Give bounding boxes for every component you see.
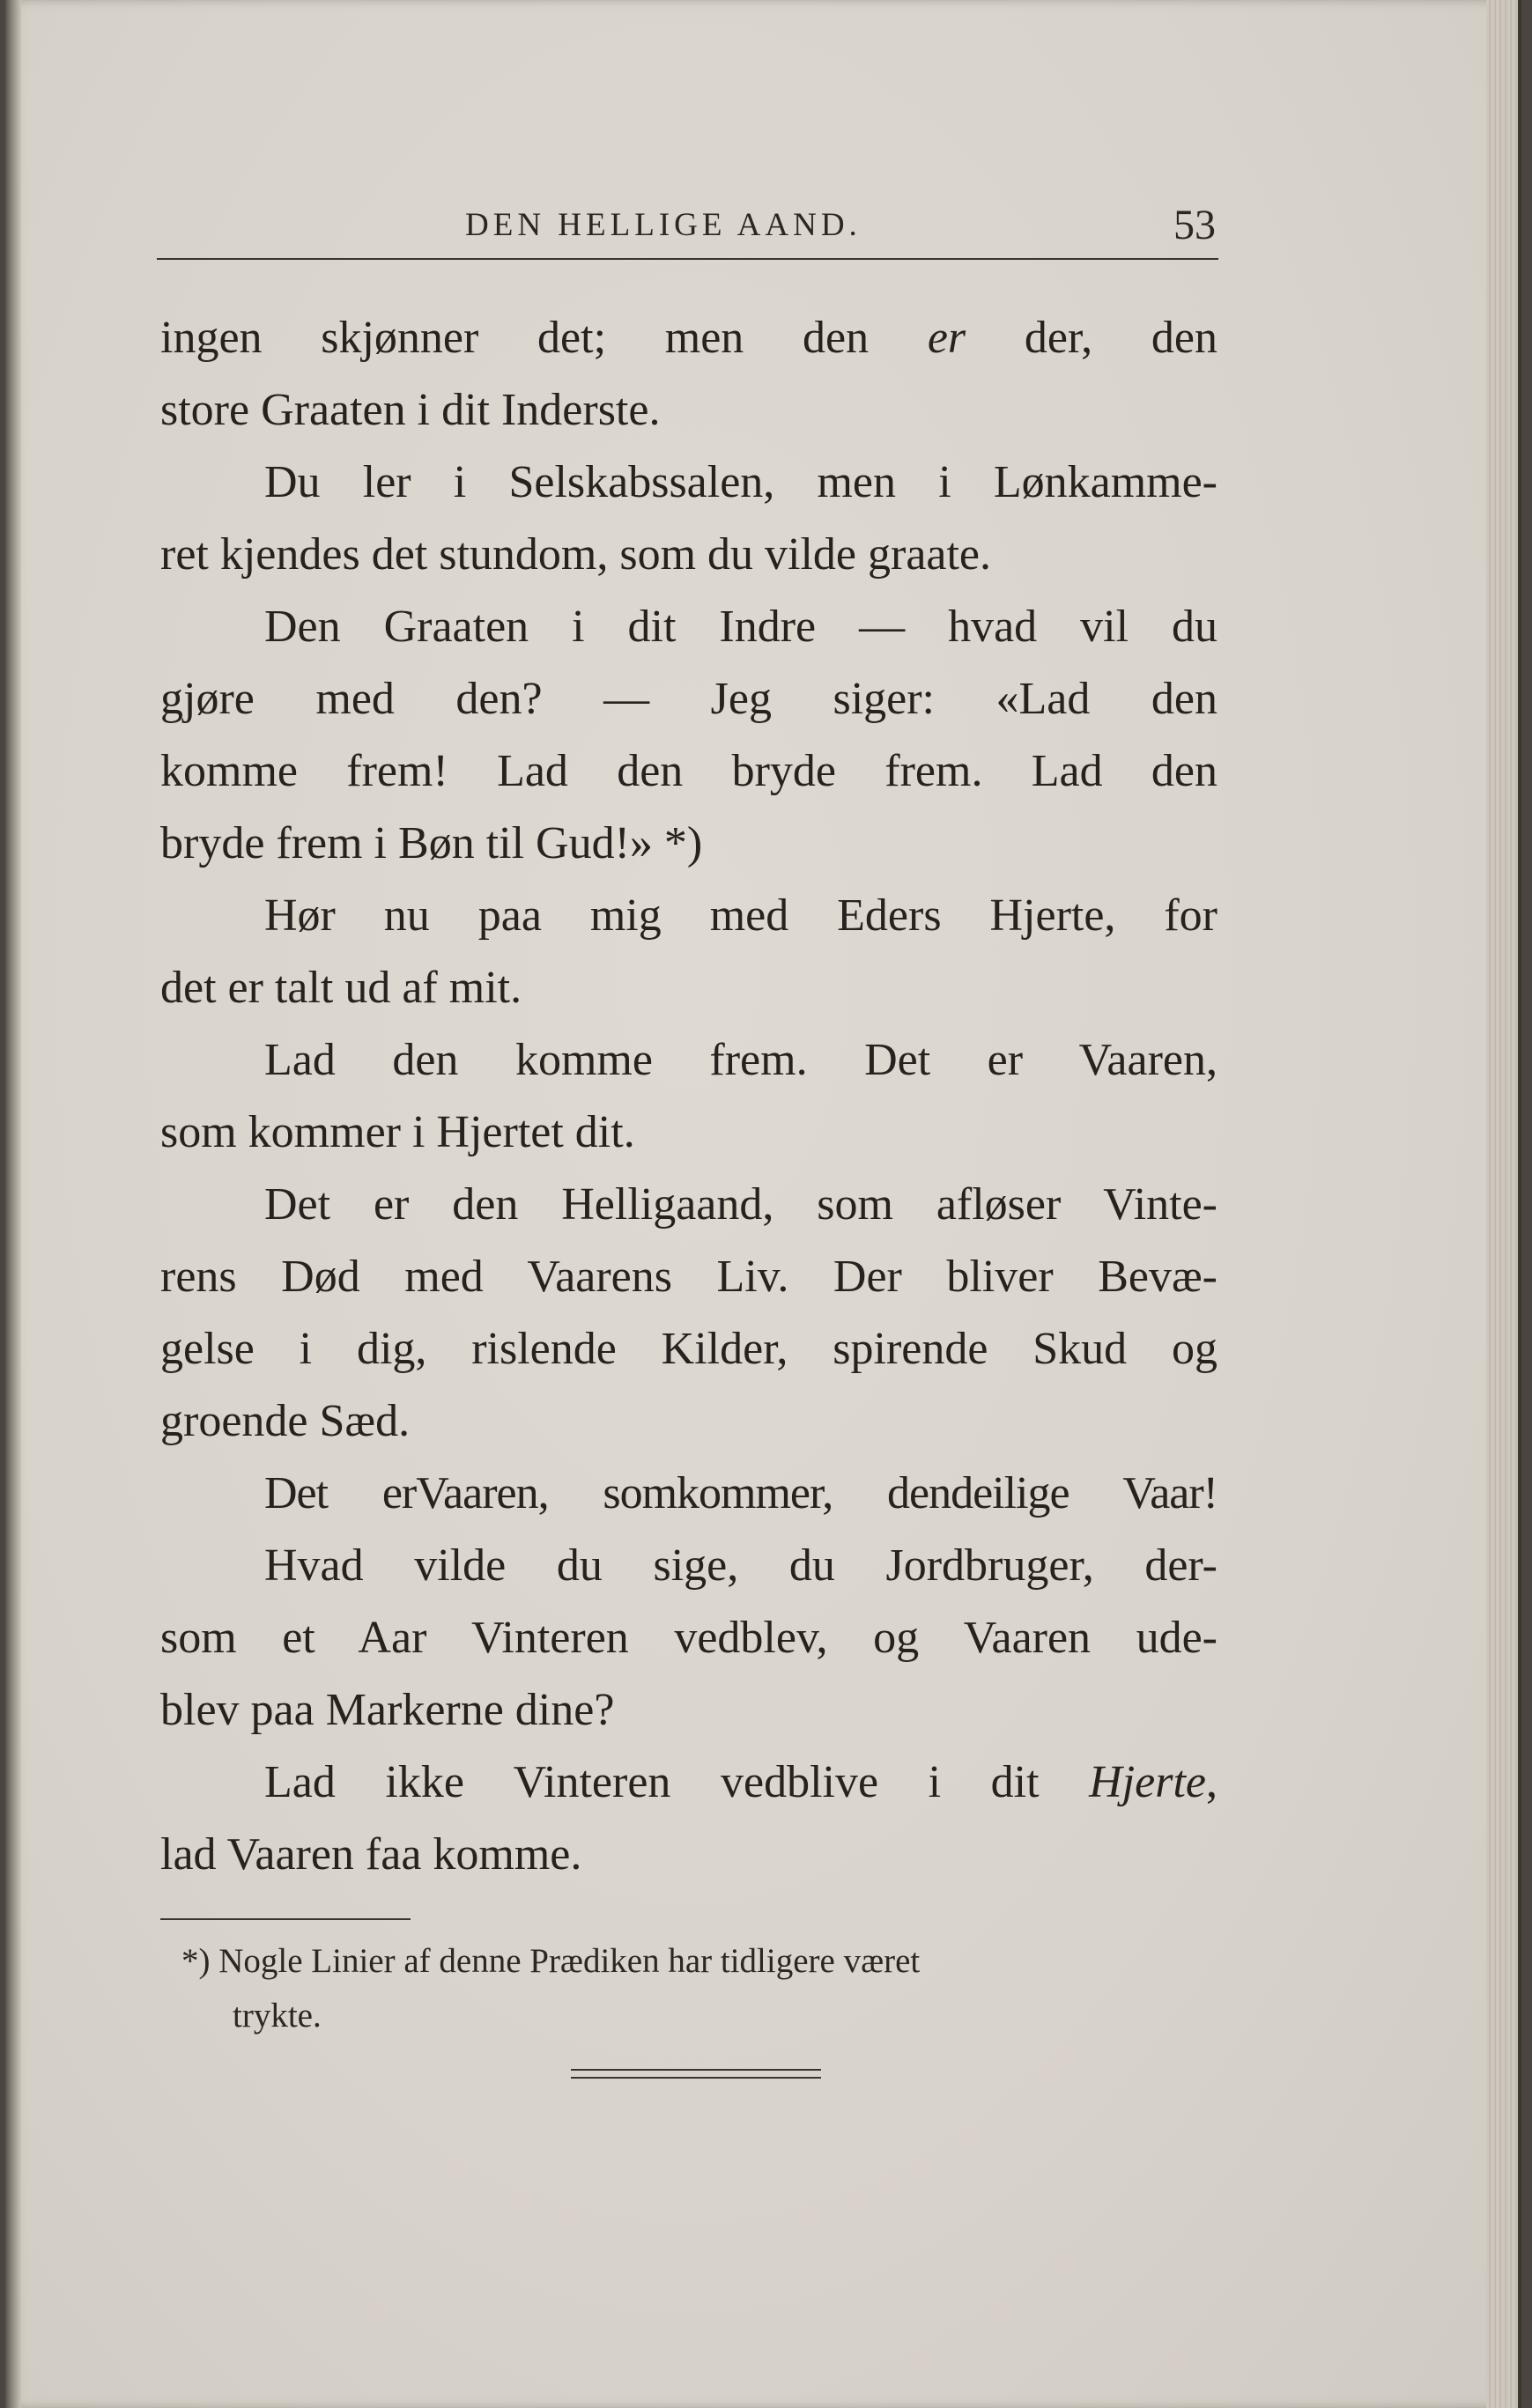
text-line: som kommer i Hjertet dit. bbox=[160, 1107, 635, 1157]
text-line: gjøre med den? — Jeg siger: «Lad den bbox=[160, 674, 1217, 724]
text-line: blev paa Markerne dine? bbox=[160, 1685, 615, 1735]
text-line: det er talt ud af mit. bbox=[160, 963, 522, 1013]
text-line: Den Graaten i dit Indre — hvad vil du bbox=[264, 602, 1217, 652]
text-line: gelse i dig, rislende Kilder, spirende Skud og bbox=[160, 1324, 1217, 1374]
text-line: som et Aar Vinteren vedblev, og Vaaren ude- bbox=[160, 1613, 1217, 1663]
text-line: ret kjendes det stundom, som du vilde graate. bbox=[160, 529, 992, 580]
footnote bbox=[181, 1934, 1221, 2043]
text-line: store Graaten i dit Inderste. bbox=[160, 385, 661, 435]
text-line: Lad den komme frem. Det er Vaaren, bbox=[264, 1035, 1217, 1085]
footnote-line: *) Nogle Linier af denne Prædiken har tidligere været bbox=[181, 1942, 921, 1980]
book-spine-shadow bbox=[5, 0, 21, 2408]
text-line: rens Død med Vaarens Liv. Der bliver Bevæ- bbox=[160, 1252, 1217, 1302]
text-line: komme frem! Lad den bryde frem. Lad den bbox=[160, 746, 1217, 796]
page-edge-stack bbox=[1486, 0, 1521, 2408]
italic-word: er bbox=[927, 313, 966, 363]
end-rule bbox=[571, 2069, 821, 2071]
text-line: Det er den Helligaand, som afløser Vinte- bbox=[264, 1179, 1217, 1230]
text-line: Hør nu paa mig med Eders Hjerte, for bbox=[264, 890, 1217, 941]
text-line: Hvad vilde du sige, du Jordbruger, der- bbox=[264, 1540, 1217, 1591]
end-rule bbox=[571, 2077, 821, 2079]
running-title: DEN HELLIGE AAND. bbox=[465, 207, 862, 243]
italic-word: Hjerte bbox=[1089, 1757, 1206, 1807]
text-line: bryde frem i Bøn til Gud!» *) bbox=[160, 818, 703, 868]
body-text bbox=[160, 302, 1217, 1891]
text-line: ingen skjønner det; men den er der, den bbox=[160, 313, 1217, 363]
text-line: Du ler i Selskabssalen, men i Lønkamme- bbox=[264, 457, 1217, 507]
page-number: 53 bbox=[1173, 202, 1216, 248]
footnote-line: trykte. bbox=[233, 1997, 322, 2035]
footnote-rule bbox=[160, 1918, 411, 1920]
header-rule bbox=[157, 258, 1218, 260]
text-line: Det erVaaren, somkommer, dendeilige Vaar! bbox=[264, 1468, 1217, 1518]
text-line: groende Sæd. bbox=[160, 1396, 411, 1446]
book-page bbox=[5, 0, 1521, 2408]
text-line: Lad ikke Vinteren vedblive i dit Hjerte, bbox=[264, 1757, 1217, 1807]
text-line: lad Vaaren faa komme. bbox=[160, 1829, 582, 1880]
running-header bbox=[157, 201, 1216, 255]
